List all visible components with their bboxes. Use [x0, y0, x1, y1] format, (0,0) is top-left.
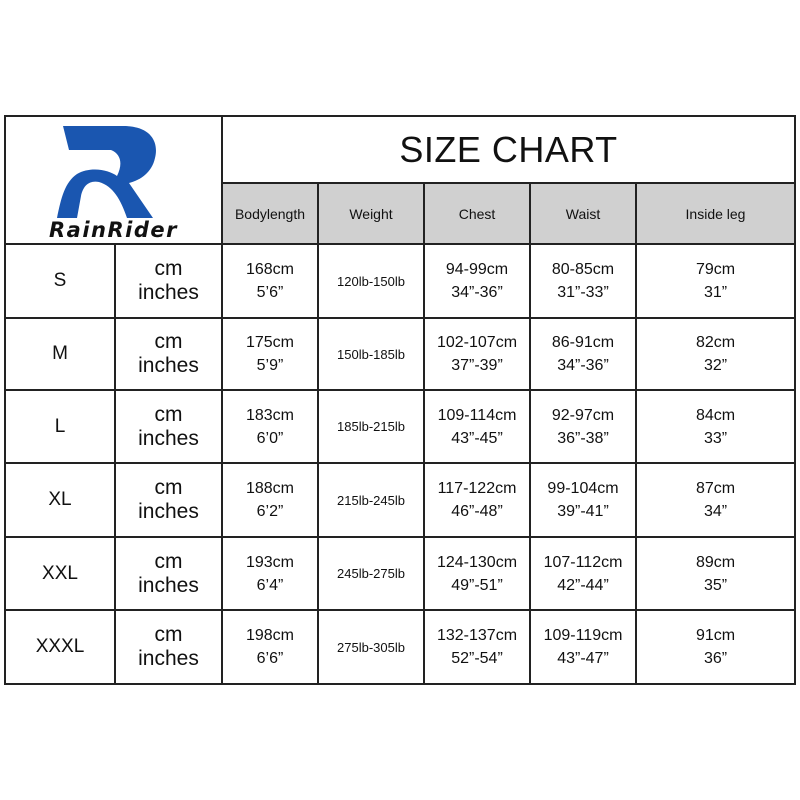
- waist-cell: [530, 244, 636, 318]
- chest-cm: 124-130cm: [436, 553, 518, 571]
- unit-inches: inches: [138, 281, 199, 304]
- inside-leg-cm: 91cm: [695, 627, 736, 644]
- waist-inches: 36”-38”: [557, 429, 609, 447]
- column-header-chest: Chest: [424, 183, 530, 244]
- weight-cell: 185lb-215lb: [337, 419, 405, 434]
- inside-leg-inches: 33”: [703, 429, 728, 447]
- unit-inches: inches: [138, 426, 199, 450]
- waist-cm: 99-104cm: [547, 480, 619, 497]
- unit-inches: inches: [138, 354, 199, 377]
- waist-cell: [530, 318, 636, 390]
- chest-inches: 34”-36”: [451, 284, 503, 301]
- inside-leg-cell: [636, 537, 795, 610]
- size-label: S: [53, 270, 67, 291]
- chest-cm: 102-107cm: [436, 334, 518, 351]
- column-header-inside-leg: Inside leg: [636, 183, 795, 244]
- chest-cm: 117-122cm: [437, 480, 517, 497]
- inside-leg-cell: [636, 244, 795, 318]
- inside-leg-cm: 87cm: [695, 480, 736, 497]
- waist-cm: 107-112cm: [543, 553, 623, 571]
- waist-inches: 43”-47”: [557, 650, 609, 667]
- waist-inches: 39”-41”: [557, 503, 609, 520]
- inside-leg-inches: 34”: [703, 503, 728, 520]
- unit-inches: inches: [138, 573, 199, 597]
- inside-leg-cell: [636, 610, 795, 684]
- chest-inches: 49”-51”: [451, 576, 503, 594]
- inside-leg-inches: 35”: [703, 576, 728, 594]
- chest-cell: [424, 610, 530, 684]
- weight-cell: 215lb-245lb: [337, 492, 405, 508]
- waist-cm: 92-97cm: [551, 406, 615, 424]
- unit-cm: cm: [154, 257, 183, 280]
- bodylength-cm: 198cm: [245, 627, 295, 644]
- bodylength-inches: 6’4”: [256, 576, 284, 594]
- waist-inches: 31”-33”: [557, 284, 609, 301]
- waist-cm: 86-91cm: [551, 334, 615, 351]
- bodylength-inches: 6’0”: [256, 429, 284, 447]
- waist-inches: 34”-36”: [557, 357, 609, 374]
- inside-leg-cell: [636, 463, 795, 537]
- unit-inches: inches: [138, 500, 199, 523]
- bodylength-cm: 183cm: [245, 406, 295, 424]
- bodylength-cm: 175cm: [245, 334, 295, 351]
- logo-cell: [5, 116, 222, 244]
- unit-inches: inches: [138, 647, 199, 670]
- unit-labels: [115, 537, 222, 610]
- inside-leg-cell: [636, 390, 795, 463]
- inside-leg-inches: 31”: [703, 284, 728, 301]
- weight-cell: 120lb-150lb: [337, 273, 405, 289]
- bodylength-cell: [222, 390, 318, 463]
- brand-name: RainRider: [49, 218, 178, 242]
- unit-cm: cm: [154, 402, 183, 426]
- weight-cell: 150lb-185lb: [337, 346, 405, 362]
- unit-labels: [115, 244, 222, 318]
- unit-cm: cm: [154, 623, 183, 646]
- inside-leg-cm: 84cm: [695, 406, 736, 424]
- inside-leg-cm: 79cm: [695, 261, 736, 278]
- unit-labels: [115, 610, 222, 684]
- chest-inches: 37”-39”: [451, 357, 503, 374]
- unit-labels: [115, 318, 222, 390]
- waist-cell: [530, 537, 636, 610]
- size-label: L: [54, 415, 66, 437]
- waist-inches: 42”-44”: [557, 576, 609, 594]
- inside-leg-cm: 82cm: [695, 334, 736, 351]
- waist-cell: [530, 390, 636, 463]
- bodylength-cell: [222, 610, 318, 684]
- page-title: SIZE CHART: [399, 128, 618, 170]
- bodylength-cell: [222, 244, 318, 318]
- waist-cm: 109-119cm: [543, 627, 623, 644]
- bodylength-inches: 5’6”: [256, 284, 284, 301]
- size-label: XL: [48, 489, 72, 510]
- bodylength-inches: 6’2”: [256, 503, 284, 520]
- waist-cell: [530, 610, 636, 684]
- waist-cm: 80-85cm: [551, 261, 615, 278]
- bodylength-inches: 6’6”: [256, 650, 284, 667]
- bodylength-cm: 168cm: [245, 261, 295, 278]
- bodylength-cell: [222, 537, 318, 610]
- chest-cm: 132-137cm: [436, 627, 518, 644]
- bodylength-inches: 5’9”: [256, 357, 284, 374]
- column-header-weight: Weight: [318, 183, 424, 244]
- bodylength-cell: [222, 463, 318, 537]
- bodylength-cm: 193cm: [245, 553, 295, 571]
- size-label: XXL: [42, 562, 78, 584]
- size-label: M: [52, 343, 68, 364]
- chest-cell: [424, 537, 530, 610]
- unit-labels: [115, 390, 222, 463]
- column-header-bodylength: Bodylength: [222, 183, 318, 244]
- inside-leg-inches: 36”: [703, 650, 728, 667]
- chest-inches: 52”-54”: [451, 650, 503, 667]
- chest-inches: 43”-45”: [451, 429, 503, 447]
- inside-leg-cm: 89cm: [695, 553, 736, 571]
- unit-cm: cm: [154, 549, 183, 573]
- size-label: XXXL: [35, 636, 85, 657]
- chest-cell: [424, 390, 530, 463]
- chest-cm: 94-99cm: [445, 261, 509, 278]
- column-header-waist: Waist: [530, 183, 636, 244]
- chest-cell: [424, 244, 530, 318]
- unit-cm: cm: [154, 476, 183, 499]
- inside-leg-cell: [636, 318, 795, 390]
- waist-cell: [530, 463, 636, 537]
- bodylength-cm: 188cm: [245, 480, 295, 497]
- unit-cm: cm: [154, 330, 183, 353]
- weight-cell: 275lb-305lb: [337, 639, 405, 655]
- chest-inches: 46”-48”: [451, 503, 503, 520]
- weight-cell: 245lb-275lb: [337, 566, 405, 581]
- chest-cm: 109-114cm: [437, 406, 517, 424]
- inside-leg-inches: 32”: [703, 357, 728, 374]
- chest-cell: [424, 463, 530, 537]
- bodylength-cell: [222, 318, 318, 390]
- unit-labels: [115, 463, 222, 537]
- chest-cell: [424, 318, 530, 390]
- rainrider-r-logo-icon: [55, 120, 165, 220]
